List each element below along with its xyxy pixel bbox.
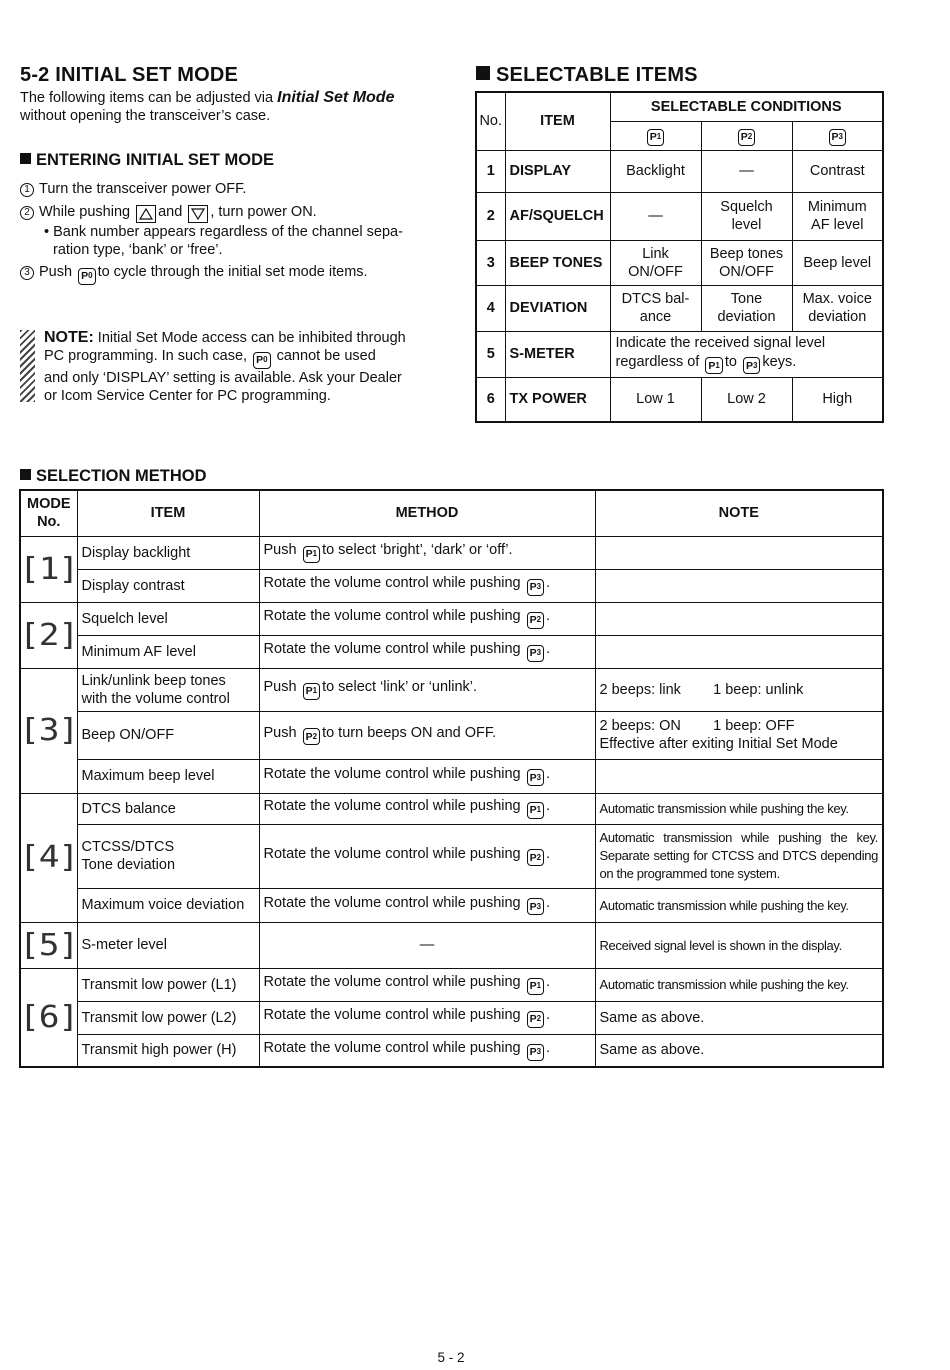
p3-key-icon: P 3 <box>527 579 544 596</box>
page-title: 5-2 INITIAL SET MODE <box>20 64 239 86</box>
mode-cell <box>20 668 77 793</box>
entering-heading <box>20 151 274 170</box>
mode-number: [6] <box>19 999 79 1035</box>
p1-key-icon: P 1 <box>527 802 544 819</box>
header-item: ITEM <box>77 490 259 536</box>
table-row <box>476 150 883 192</box>
selectable-items-table <box>475 91 884 423</box>
mode-number: [1] <box>19 551 79 587</box>
mode-cell <box>20 536 77 602</box>
row-method: Rotate the volume control while pushing P 3 . <box>259 888 595 922</box>
row-item: DTCS balance <box>77 793 259 824</box>
table-row <box>476 240 883 285</box>
step-2-text-b: , turn power ON. <box>210 204 317 220</box>
row-item: Minimum AF level <box>77 635 259 668</box>
row-note <box>595 602 883 635</box>
row-item: AF/SQUELCH <box>505 192 610 240</box>
table-row <box>20 824 883 888</box>
table-row <box>20 569 883 602</box>
step-1 <box>20 180 246 198</box>
circle-number-icon: 1 <box>20 183 34 197</box>
row-no: 6 <box>476 377 505 422</box>
row-note: 2 beeps: link 1 beep: unlink <box>595 668 883 711</box>
intro-text <box>20 89 430 125</box>
row-no: 4 <box>476 285 505 331</box>
row-note: Automatic transmission while pushing the key. <box>595 793 883 824</box>
row-note: 2 beeps: ON 1 beep: OFF Effective after exiting Initial Set Mode <box>595 711 883 759</box>
mode-number: [5] <box>19 927 79 963</box>
row-item: Transmit low power (L2) <box>77 1001 259 1034</box>
row-note: Received signal level is shown in the display. <box>595 922 883 968</box>
table-row <box>20 888 883 922</box>
header-method: METHOD <box>259 490 595 536</box>
row-p1: Backlight <box>610 150 701 192</box>
row-no: 3 <box>476 240 505 285</box>
span-text-a: Indicate the received signal level <box>615 334 826 351</box>
up-key-icon <box>136 205 156 223</box>
row-item: Display backlight <box>77 536 259 569</box>
table-row <box>476 285 883 331</box>
row-note: Same as above. <box>595 1034 883 1067</box>
note-line-3: and only ‘DISPLAY’ setting is available. Ask your Dealer <box>44 369 402 386</box>
row-no: 1 <box>476 150 505 192</box>
selectable-heading-label: SELECTABLE ITEMS <box>496 64 698 86</box>
square-bullet-icon <box>20 153 31 164</box>
p2-key-icon: P 2 <box>527 1011 544 1028</box>
row-no: 2 <box>476 192 505 240</box>
mode-number: [3] <box>19 713 79 748</box>
row-note: Automatic transmission while pushing the key. <box>595 968 883 1001</box>
row-p3: Minimum AF level <box>792 192 883 240</box>
row-item: Beep ON/OFF <box>77 711 259 759</box>
mode-cell <box>20 968 77 1067</box>
row-item: Link/unlink beep tones with the volume control <box>77 668 259 711</box>
down-key-icon <box>188 205 208 223</box>
p1-key-icon: P 1 <box>303 546 320 563</box>
page-number: 5 - 2 <box>437 1350 465 1365</box>
step-2 <box>20 203 430 259</box>
row-p2: Low 2 <box>701 377 792 422</box>
row-note <box>595 635 883 668</box>
row-method: Rotate the volume control while pushing P 3 . <box>259 759 595 793</box>
table-row <box>20 968 883 1001</box>
note-label: NOTE: <box>44 329 94 346</box>
table-row <box>20 635 883 668</box>
mode-cell <box>20 602 77 668</box>
square-bullet-icon <box>476 66 490 80</box>
row-method: Rotate the volume control while pushing P 2 . <box>259 602 595 635</box>
p3-key-icon: P 3 <box>527 1044 544 1061</box>
p2-key-icon: P 2 <box>738 129 755 146</box>
p1-key-icon: P 1 <box>647 129 664 146</box>
row-p1: Link ON/OFF <box>610 240 701 285</box>
table-row <box>476 331 883 377</box>
p3-key-icon: P 3 <box>527 898 544 915</box>
mode-number: [2] <box>19 617 79 653</box>
header-no: No. <box>476 92 505 150</box>
row-note <box>595 536 883 569</box>
note-block <box>44 329 427 405</box>
row-method: Rotate the volume control while pushing P 1 . <box>259 968 595 1001</box>
row-note: Automatic transmission while pushing the key. <box>595 888 883 922</box>
row-p1: Low 1 <box>610 377 701 422</box>
square-bullet-icon <box>20 469 31 480</box>
row-item: Maximum voice deviation <box>77 888 259 922</box>
row-method: Rotate the volume control while pushing P 2 . <box>259 1001 595 1034</box>
p2-key-icon: P 2 <box>303 728 320 745</box>
row-note <box>595 569 883 602</box>
row-method: Rotate the volume control while pushing P 3 . <box>259 635 595 668</box>
row-item: S-METER <box>505 331 610 377</box>
mode-cell <box>20 922 77 968</box>
row-note <box>595 759 883 793</box>
intro-suffix: without opening the transceiver’s case. <box>20 108 271 124</box>
entering-heading-label: ENTERING INITIAL SET MODE <box>36 151 275 169</box>
p3-key-icon: P 3 <box>527 645 544 662</box>
row-span <box>610 331 883 377</box>
p3-key-icon: P 3 <box>527 769 544 786</box>
table-row <box>20 922 883 968</box>
row-method: Rotate the volume control while pushing P 2 . <box>259 824 595 888</box>
p1-key-icon: P 1 <box>705 357 722 374</box>
row-method: Push P 1 to select ‘bright’, ‘dark’ or ‘off’. <box>259 536 595 569</box>
mode-number: [4] <box>19 840 79 875</box>
selection-heading-label: SELECTION METHOD <box>36 467 207 485</box>
header-mode: MODE No. <box>20 490 77 536</box>
row-method: Rotate the volume control while pushing P 3 . <box>259 1034 595 1067</box>
row-method: Rotate the volume control while pushing P 3 . <box>259 569 595 602</box>
p2-key-icon: P 2 <box>527 612 544 629</box>
p0-key-icon: P 0 <box>253 352 270 369</box>
selection-heading <box>20 467 207 486</box>
selection-method-table <box>19 489 884 1068</box>
table-row <box>20 793 883 824</box>
row-p3: High <box>792 377 883 422</box>
note-line-2a: PC programming. In such case, <box>44 348 248 364</box>
row-item: BEEP TONES <box>505 240 610 285</box>
row-p1: — <box>610 192 701 240</box>
row-item: Transmit low power (L1) <box>77 968 259 1001</box>
row-p1: DTCS bal- ance <box>610 285 701 331</box>
p2-key-icon: P 2 <box>527 849 544 866</box>
step-3-text-b: to cycle through the initial set mode items. <box>97 264 368 280</box>
step-2-bullet: • Bank number appears regardless of the channel sepa- <box>44 224 403 240</box>
row-p3: Max. voice deviation <box>792 285 883 331</box>
circle-number-icon: 2 <box>20 206 34 220</box>
row-item: DEVIATION <box>505 285 610 331</box>
row-method: Push P 2 to turn beeps ON and OFF. <box>259 711 595 759</box>
row-p3: Contrast <box>792 150 883 192</box>
row-item: Squelch level <box>77 602 259 635</box>
span-text-c: keys. <box>762 353 797 370</box>
note-line-1: Initial Set Mode access can be inhibited through <box>93 330 406 346</box>
row-note: Same as above. <box>595 1001 883 1034</box>
table-row <box>20 711 883 759</box>
header-note: NOTE <box>595 490 883 536</box>
note-hatch-mark <box>20 330 35 402</box>
row-item: DISPLAY <box>505 150 610 192</box>
table-row <box>476 377 883 422</box>
table-row <box>20 1001 883 1034</box>
row-p3: Beep level <box>792 240 883 285</box>
row-item: CTCSS/DTCS Tone deviation <box>77 824 259 888</box>
row-p2: Squelch level <box>701 192 792 240</box>
row-p2: — <box>701 150 792 192</box>
mode-cell <box>20 793 77 922</box>
step-2-and: and <box>158 204 183 220</box>
row-item: Display contrast <box>77 569 259 602</box>
row-note: Automatic transmission while pushing the key. Separate setting for CTCSS and DTCS depending on the programmed tone system. <box>595 824 883 888</box>
row-p2: Beep tones ON/OFF <box>701 240 792 285</box>
intro-italic: Initial Set Mode <box>277 89 395 106</box>
p1-key-icon: P 1 <box>527 978 544 995</box>
row-method: Push P 1 to select ‘link’ or ‘unlink’. <box>259 668 595 711</box>
p1-key-icon: P 1 <box>303 683 320 700</box>
table-row <box>20 668 883 711</box>
step-3-text-a: Push <box>39 264 73 280</box>
intro-prefix: The following items can be adjusted via <box>20 90 278 106</box>
selectable-heading <box>476 64 698 87</box>
row-p2: Tone deviation <box>701 285 792 331</box>
header-p1 <box>610 121 701 150</box>
note-line-4: or Icom Service Center for PC programming. <box>44 387 331 404</box>
table-row <box>20 602 883 635</box>
row-item: S-meter level <box>77 922 259 968</box>
table-row <box>20 1034 883 1067</box>
p0-key-icon: P 0 <box>78 268 95 285</box>
step-2-bullet-2: ration type, ‘bank’ or ‘free’. <box>53 242 223 258</box>
span-to: to <box>724 353 737 370</box>
header-p3 <box>792 121 883 150</box>
step-3 <box>20 263 368 285</box>
circle-number-icon: 3 <box>20 266 34 280</box>
step-1-text: Turn the transceiver power OFF. <box>39 181 247 197</box>
table-row <box>20 759 883 793</box>
table-row <box>20 536 883 569</box>
p3-key-icon: P 3 <box>829 129 846 146</box>
step-2-text-a: While pushing <box>39 204 131 220</box>
header-p2 <box>701 121 792 150</box>
row-method: — <box>259 922 595 968</box>
header-conditions: SELECTABLE CONDITIONS <box>610 92 883 121</box>
row-item: Maximum beep level <box>77 759 259 793</box>
row-item: Transmit high power (H) <box>77 1034 259 1067</box>
row-method: Rotate the volume control while pushing P 1 . <box>259 793 595 824</box>
row-item: TX POWER <box>505 377 610 422</box>
table-row <box>476 192 883 240</box>
span-text-b: regardless of <box>615 353 700 370</box>
header-item: ITEM <box>505 92 610 150</box>
row-no: 5 <box>476 331 505 377</box>
note-line-2b: cannot be used <box>272 348 376 364</box>
p3-key-icon: P 3 <box>743 357 760 374</box>
